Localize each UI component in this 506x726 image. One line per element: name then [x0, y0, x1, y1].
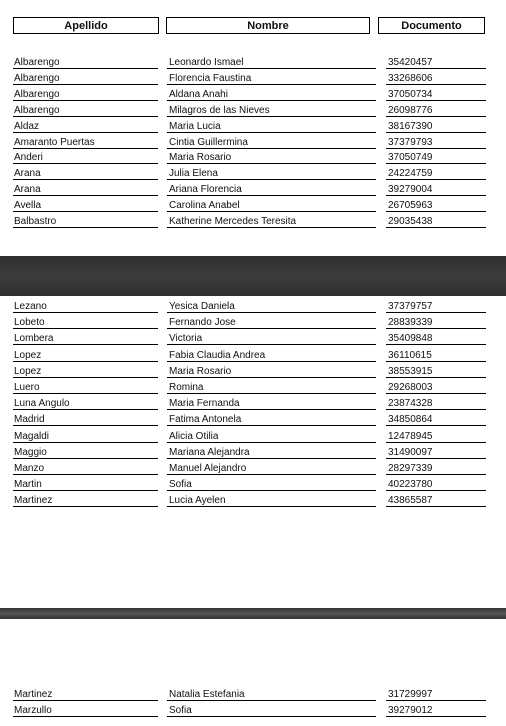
documento-cell: 35409848: [388, 333, 433, 345]
nombre-cell: Julia Elena: [169, 168, 218, 180]
table-row: [13, 479, 486, 490]
apellido-cell: Luna Angulo: [14, 398, 70, 410]
row-underline: [13, 393, 158, 394]
row-underline: [167, 393, 376, 394]
apellido-cell: Magaldi: [14, 430, 50, 442]
row-underline: [386, 425, 486, 426]
table-row: [13, 184, 486, 195]
row-underline: [386, 393, 486, 394]
table-row: [13, 333, 486, 344]
nombre-cell: Carolina Anabel: [169, 200, 240, 212]
row-underline: [386, 148, 486, 149]
table-row: [13, 137, 486, 148]
apellido-cell: Albarengo: [14, 57, 60, 68]
row-underline: [167, 211, 376, 212]
table-row: [13, 350, 486, 361]
row-underline: [386, 328, 486, 329]
row-underline: [386, 211, 486, 212]
nombre-cell: Lucia Ayelen: [169, 495, 226, 507]
row-underline: [13, 409, 158, 410]
page-break-band: [0, 256, 506, 296]
row-underline: [167, 227, 376, 228]
documento-cell: 26098776: [388, 104, 433, 116]
nombre-cell: Cintia Guillermina: [169, 136, 248, 148]
row-underline: [386, 474, 486, 475]
row-underline: [13, 179, 158, 180]
row-underline: [167, 344, 376, 345]
row-underline: [13, 227, 158, 228]
row-underline: [13, 490, 158, 491]
row-underline: [167, 116, 376, 117]
apellido-cell: Amaranto Puertas: [14, 136, 95, 148]
documento-cell: 35420457: [388, 57, 433, 68]
row-underline: [13, 132, 158, 133]
row-underline: [167, 409, 376, 410]
row-underline: [167, 84, 376, 85]
documento-cell: 24224759: [388, 168, 433, 180]
row-underline: [167, 328, 376, 329]
apellido-cell: Arana: [14, 184, 41, 196]
apellido-cell: Albarengo: [14, 88, 60, 100]
table-row: [13, 447, 486, 458]
table-row: [13, 689, 486, 700]
apellido-cell: Maggio: [14, 446, 47, 458]
row-underline: [13, 425, 158, 426]
nombre-cell: Alicia Otilia: [169, 430, 219, 442]
header-apellido: Apellido: [13, 17, 159, 34]
table-row: [13, 57, 486, 68]
nombre-cell: Milagros de las Nieves: [169, 104, 270, 116]
table-row: [13, 121, 486, 132]
nombre-cell: Fabia Claudia Andrea: [169, 349, 266, 361]
row-underline: [167, 132, 376, 133]
table-row: [13, 705, 486, 716]
nombre-cell: Fernando Jose: [169, 317, 236, 329]
nombre-cell: Victoria: [169, 333, 203, 345]
row-underline: [167, 100, 376, 101]
apellido-cell: Lopez: [14, 349, 42, 361]
row-underline: [167, 700, 376, 701]
apellido-cell: Martin: [14, 479, 42, 491]
nombre-cell: Maria Rosario: [169, 152, 232, 164]
documento-cell: 26705963: [388, 200, 433, 212]
apellido-cell: Martinez: [14, 689, 53, 700]
documento-cell: 37379757: [388, 301, 433, 312]
apellido-cell: Madrid: [14, 414, 45, 426]
row-underline: [13, 361, 158, 362]
apellido-cell: Albarengo: [14, 104, 60, 116]
table-row: [13, 414, 486, 425]
nombre-cell: Leonardo Ismael: [169, 57, 244, 68]
row-underline: [13, 163, 158, 164]
nombre-cell: Maria Fernanda: [169, 398, 240, 410]
row-underline: [386, 312, 486, 313]
row-underline: [386, 700, 486, 701]
row-underline: [13, 312, 158, 313]
table-row: [13, 168, 486, 179]
row-underline: [13, 68, 158, 69]
header-documento: Documento: [378, 17, 485, 34]
row-underline: [167, 716, 376, 717]
documento-cell: 39279012: [388, 704, 433, 716]
documento-cell: 43865587: [388, 495, 433, 507]
nombre-cell: Natalia Estefania: [169, 689, 245, 700]
apellido-cell: Arana: [14, 168, 41, 180]
table-row: [13, 366, 486, 377]
row-underline: [13, 700, 158, 701]
row-underline: [386, 195, 486, 196]
documento-cell: 28297339: [388, 463, 433, 474]
nombre-cell: Florencia Faustina: [169, 72, 252, 84]
row-underline: [167, 425, 376, 426]
page-break-band: [0, 608, 506, 619]
documento-cell: 37050734: [388, 88, 433, 100]
row-underline: [167, 442, 376, 443]
table-row: [13, 398, 486, 409]
row-underline: [386, 442, 486, 443]
apellido-cell: Balbastro: [14, 216, 57, 227]
row-underline: [386, 490, 486, 491]
nombre-cell: Romina: [169, 382, 204, 393]
documento-cell: 28839339: [388, 317, 433, 329]
row-underline: [13, 716, 158, 717]
row-underline: [386, 506, 486, 507]
documento-cell: 12478945: [388, 430, 433, 442]
row-underline: [167, 361, 376, 362]
apellido-cell: Lombera: [14, 333, 54, 345]
row-underline: [167, 179, 376, 180]
nombre-cell: Maria Lucia: [169, 120, 221, 132]
row-underline: [386, 68, 486, 69]
nombre-cell: Fatima Antonela: [169, 414, 242, 426]
row-underline: [386, 116, 486, 117]
apellido-cell: Luero: [14, 382, 40, 393]
apellido-cell: Anderi: [14, 152, 43, 164]
nombre-cell: Ariana Florencia: [169, 184, 242, 196]
nombre-cell: Sofia: [169, 704, 192, 716]
row-underline: [167, 312, 376, 313]
row-underline: [386, 361, 486, 362]
row-underline: [13, 442, 158, 443]
documento-cell: 36110615: [388, 349, 432, 361]
documento-cell: 40223780: [388, 479, 433, 491]
row-underline: [167, 195, 376, 196]
table-row: [13, 495, 486, 506]
row-underline: [13, 506, 158, 507]
row-underline: [386, 179, 486, 180]
row-underline: [386, 409, 486, 410]
table-row: [13, 382, 486, 393]
row-underline: [386, 377, 486, 378]
nombre-cell: Sofia: [169, 479, 192, 491]
nombre-cell: Aldana Anahi: [169, 88, 228, 100]
apellido-cell: Lobeto: [14, 317, 45, 329]
nombre-cell: Katherine Mercedes Teresita: [169, 216, 297, 227]
row-underline: [167, 68, 376, 69]
row-underline: [13, 195, 158, 196]
documento-cell: 31729997: [388, 689, 433, 700]
row-underline: [167, 163, 376, 164]
nombre-cell: Mariana Alejandra: [169, 446, 250, 458]
nombre-cell: Maria Rosario: [169, 365, 232, 377]
row-underline: [386, 458, 486, 459]
documento-cell: 37050749: [388, 152, 433, 164]
row-underline: [13, 148, 158, 149]
documento-cell: 33268606: [388, 72, 433, 84]
table-row: [13, 317, 486, 328]
row-underline: [13, 458, 158, 459]
table-row: [13, 463, 486, 474]
documento-cell: 31490097: [388, 446, 433, 458]
documento-cell: 23874328: [388, 398, 433, 410]
nombre-cell: Yesica Daniela: [169, 301, 235, 312]
row-underline: [13, 474, 158, 475]
row-underline: [13, 100, 158, 101]
row-underline: [386, 716, 486, 717]
row-underline: [167, 474, 376, 475]
table-row: [13, 200, 486, 211]
header-nombre: Nombre: [166, 17, 370, 34]
row-underline: [167, 377, 376, 378]
apellido-cell: Aldaz: [14, 120, 40, 132]
documento-cell: 38553915: [388, 365, 433, 377]
table-row: [13, 152, 486, 163]
row-underline: [13, 377, 158, 378]
table-row: [13, 89, 486, 100]
table-row: [13, 431, 486, 442]
table-row: [13, 216, 486, 227]
nombre-cell: Manuel Alejandro: [169, 463, 247, 474]
row-underline: [167, 506, 376, 507]
row-underline: [386, 84, 486, 85]
table-row: [13, 73, 486, 84]
table-row: [13, 105, 486, 116]
apellido-cell: Marzullo: [14, 704, 52, 716]
row-underline: [386, 227, 486, 228]
documento-cell: 38167390: [388, 120, 433, 132]
row-underline: [167, 458, 376, 459]
row-underline: [167, 148, 376, 149]
documento-cell: 29035438: [388, 216, 433, 227]
apellido-cell: Lopez: [14, 365, 42, 377]
apellido-cell: Avella: [14, 200, 42, 212]
row-underline: [386, 344, 486, 345]
table-row: [13, 301, 486, 312]
apellido-cell: Martinez: [14, 495, 53, 507]
row-underline: [386, 163, 486, 164]
apellido-cell: Lezano: [14, 301, 47, 312]
documento-cell: 39279004: [388, 184, 433, 196]
documento-cell: 34850864: [388, 414, 433, 426]
row-underline: [13, 211, 158, 212]
apellido-cell: Manzo: [14, 463, 45, 474]
documento-cell: 29268003: [388, 382, 433, 393]
documento-cell: 37379793: [388, 136, 433, 148]
apellido-cell: Albarengo: [14, 72, 60, 84]
row-underline: [386, 132, 486, 133]
row-underline: [13, 84, 158, 85]
row-underline: [13, 328, 158, 329]
row-underline: [167, 490, 376, 491]
row-underline: [13, 116, 158, 117]
row-underline: [386, 100, 486, 101]
row-underline: [13, 344, 158, 345]
